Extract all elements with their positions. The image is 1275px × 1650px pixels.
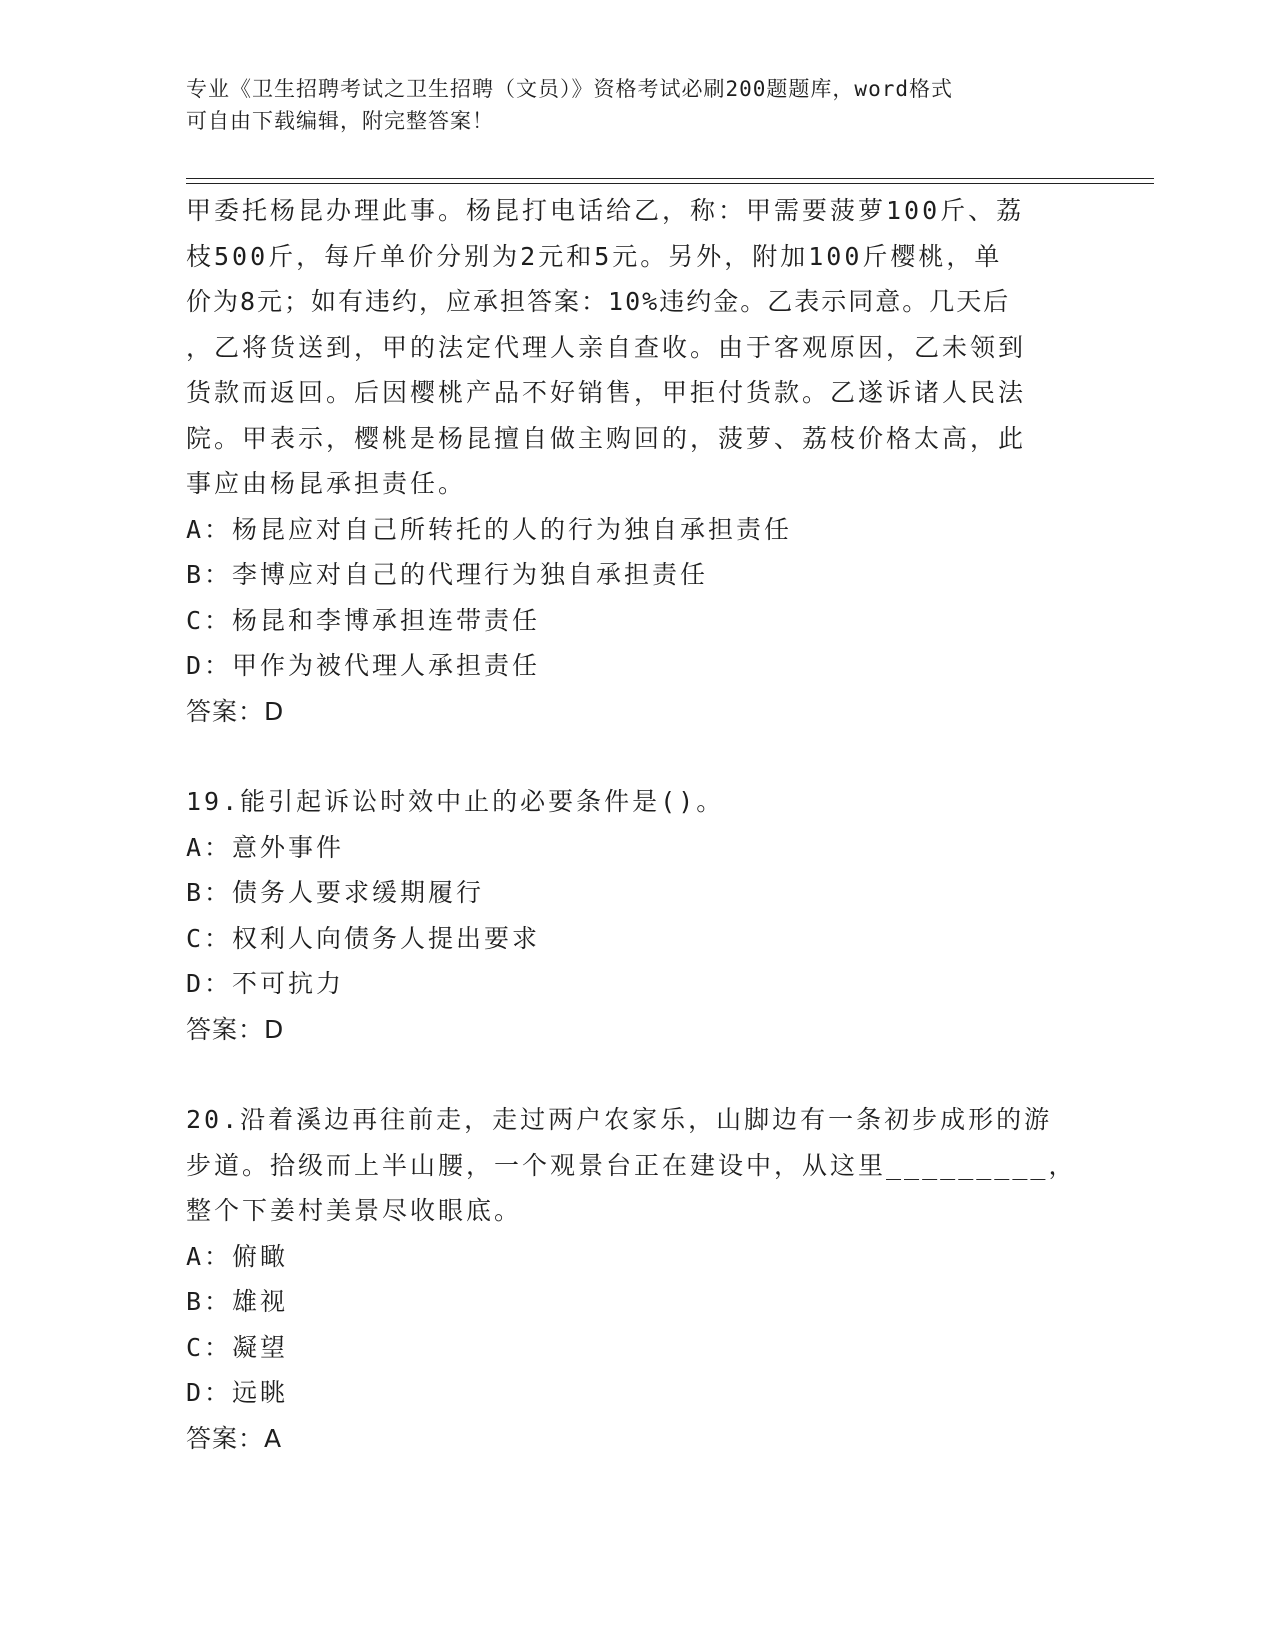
question-stem-line: 步道。拾级而上半山腰，一个观景台正在建设中，从这里_________， <box>186 1150 1077 1180</box>
option-c: C：权利人向债务人提出要求 <box>186 923 541 953</box>
option-c: C：杨昆和李博承担连带责任 <box>186 605 541 635</box>
option-b: B：债务人要求缓期履行 <box>186 878 485 907</box>
option-d: D：远眺 <box>186 1378 289 1407</box>
option-a: A：俯瞰 <box>186 1241 289 1271</box>
question-stem-line: 20.沿着溪边再往前走，走过两户农家乐，山脚边有一条初步成形的游 <box>186 1105 1053 1134</box>
question-stem-line: ，乙将货送到，甲的法定代理人亲自查收。由于客观原因，乙未领到 <box>186 332 1027 362</box>
option-d: D：甲作为被代理人承担责任 <box>186 651 541 680</box>
question-19 <box>186 779 1086 1052</box>
option-b: B：李博应对自己的代理行为独自承担责任 <box>186 560 709 589</box>
option-b: B：雄视 <box>186 1287 289 1316</box>
question-stem-line: 价为8元；如有违约，应承担答案：10%违约金。乙表示同意。几天后 <box>186 287 1011 316</box>
header-rule-top <box>186 178 1154 179</box>
question-18 <box>186 188 1086 734</box>
question-stem-line: 枝500斤，每斤单价分别为2元和5元。另外，附加100斤樱桃，单 <box>186 241 1003 271</box>
option-a: A：杨昆应对自己所转托的人的行为独自承担责任 <box>186 514 793 544</box>
question-stem-line: 19.能引起诉讼时效中止的必要条件是()。 <box>186 787 725 816</box>
question-stem-line: 事应由杨昆承担责任。 <box>186 469 467 498</box>
answer: 答案：D <box>186 696 285 726</box>
answer: 答案：D <box>186 1014 285 1044</box>
header-rule-bottom <box>186 183 1154 184</box>
question-stem-line: 院。甲表示，樱桃是杨昆擅自做主购回的，菠萝、荔枝价格太高，此 <box>186 423 1027 453</box>
option-d: D：不可抗力 <box>186 969 345 998</box>
spacer <box>186 734 1086 779</box>
question-stem-line: 整个下姜村美景尽收眼底。 <box>186 1196 523 1225</box>
question-list <box>186 188 1086 1461</box>
header-line-1: 专业《卫生招聘考试之卫生招聘（文员）》资格考试必刷200题题库，word格式 <box>186 77 953 101</box>
question-20 <box>186 1097 1086 1461</box>
option-c: C：凝望 <box>186 1332 289 1362</box>
option-a: A：意外事件 <box>186 832 345 862</box>
question-stem-line: 甲委托杨昆办理此事。杨昆打电话给乙，称：甲需要菠萝100斤、荔 <box>186 196 1025 225</box>
spacer <box>186 1052 1086 1097</box>
page-header <box>186 73 1066 137</box>
question-stem-line: 货款而返回。后因樱桃产品不好销售，甲拒付货款。乙遂诉诸人民法 <box>186 378 1027 407</box>
header-line-2: 可自由下载编辑，附完整答案！ <box>186 109 494 133</box>
answer: 答案：A <box>186 1423 283 1453</box>
